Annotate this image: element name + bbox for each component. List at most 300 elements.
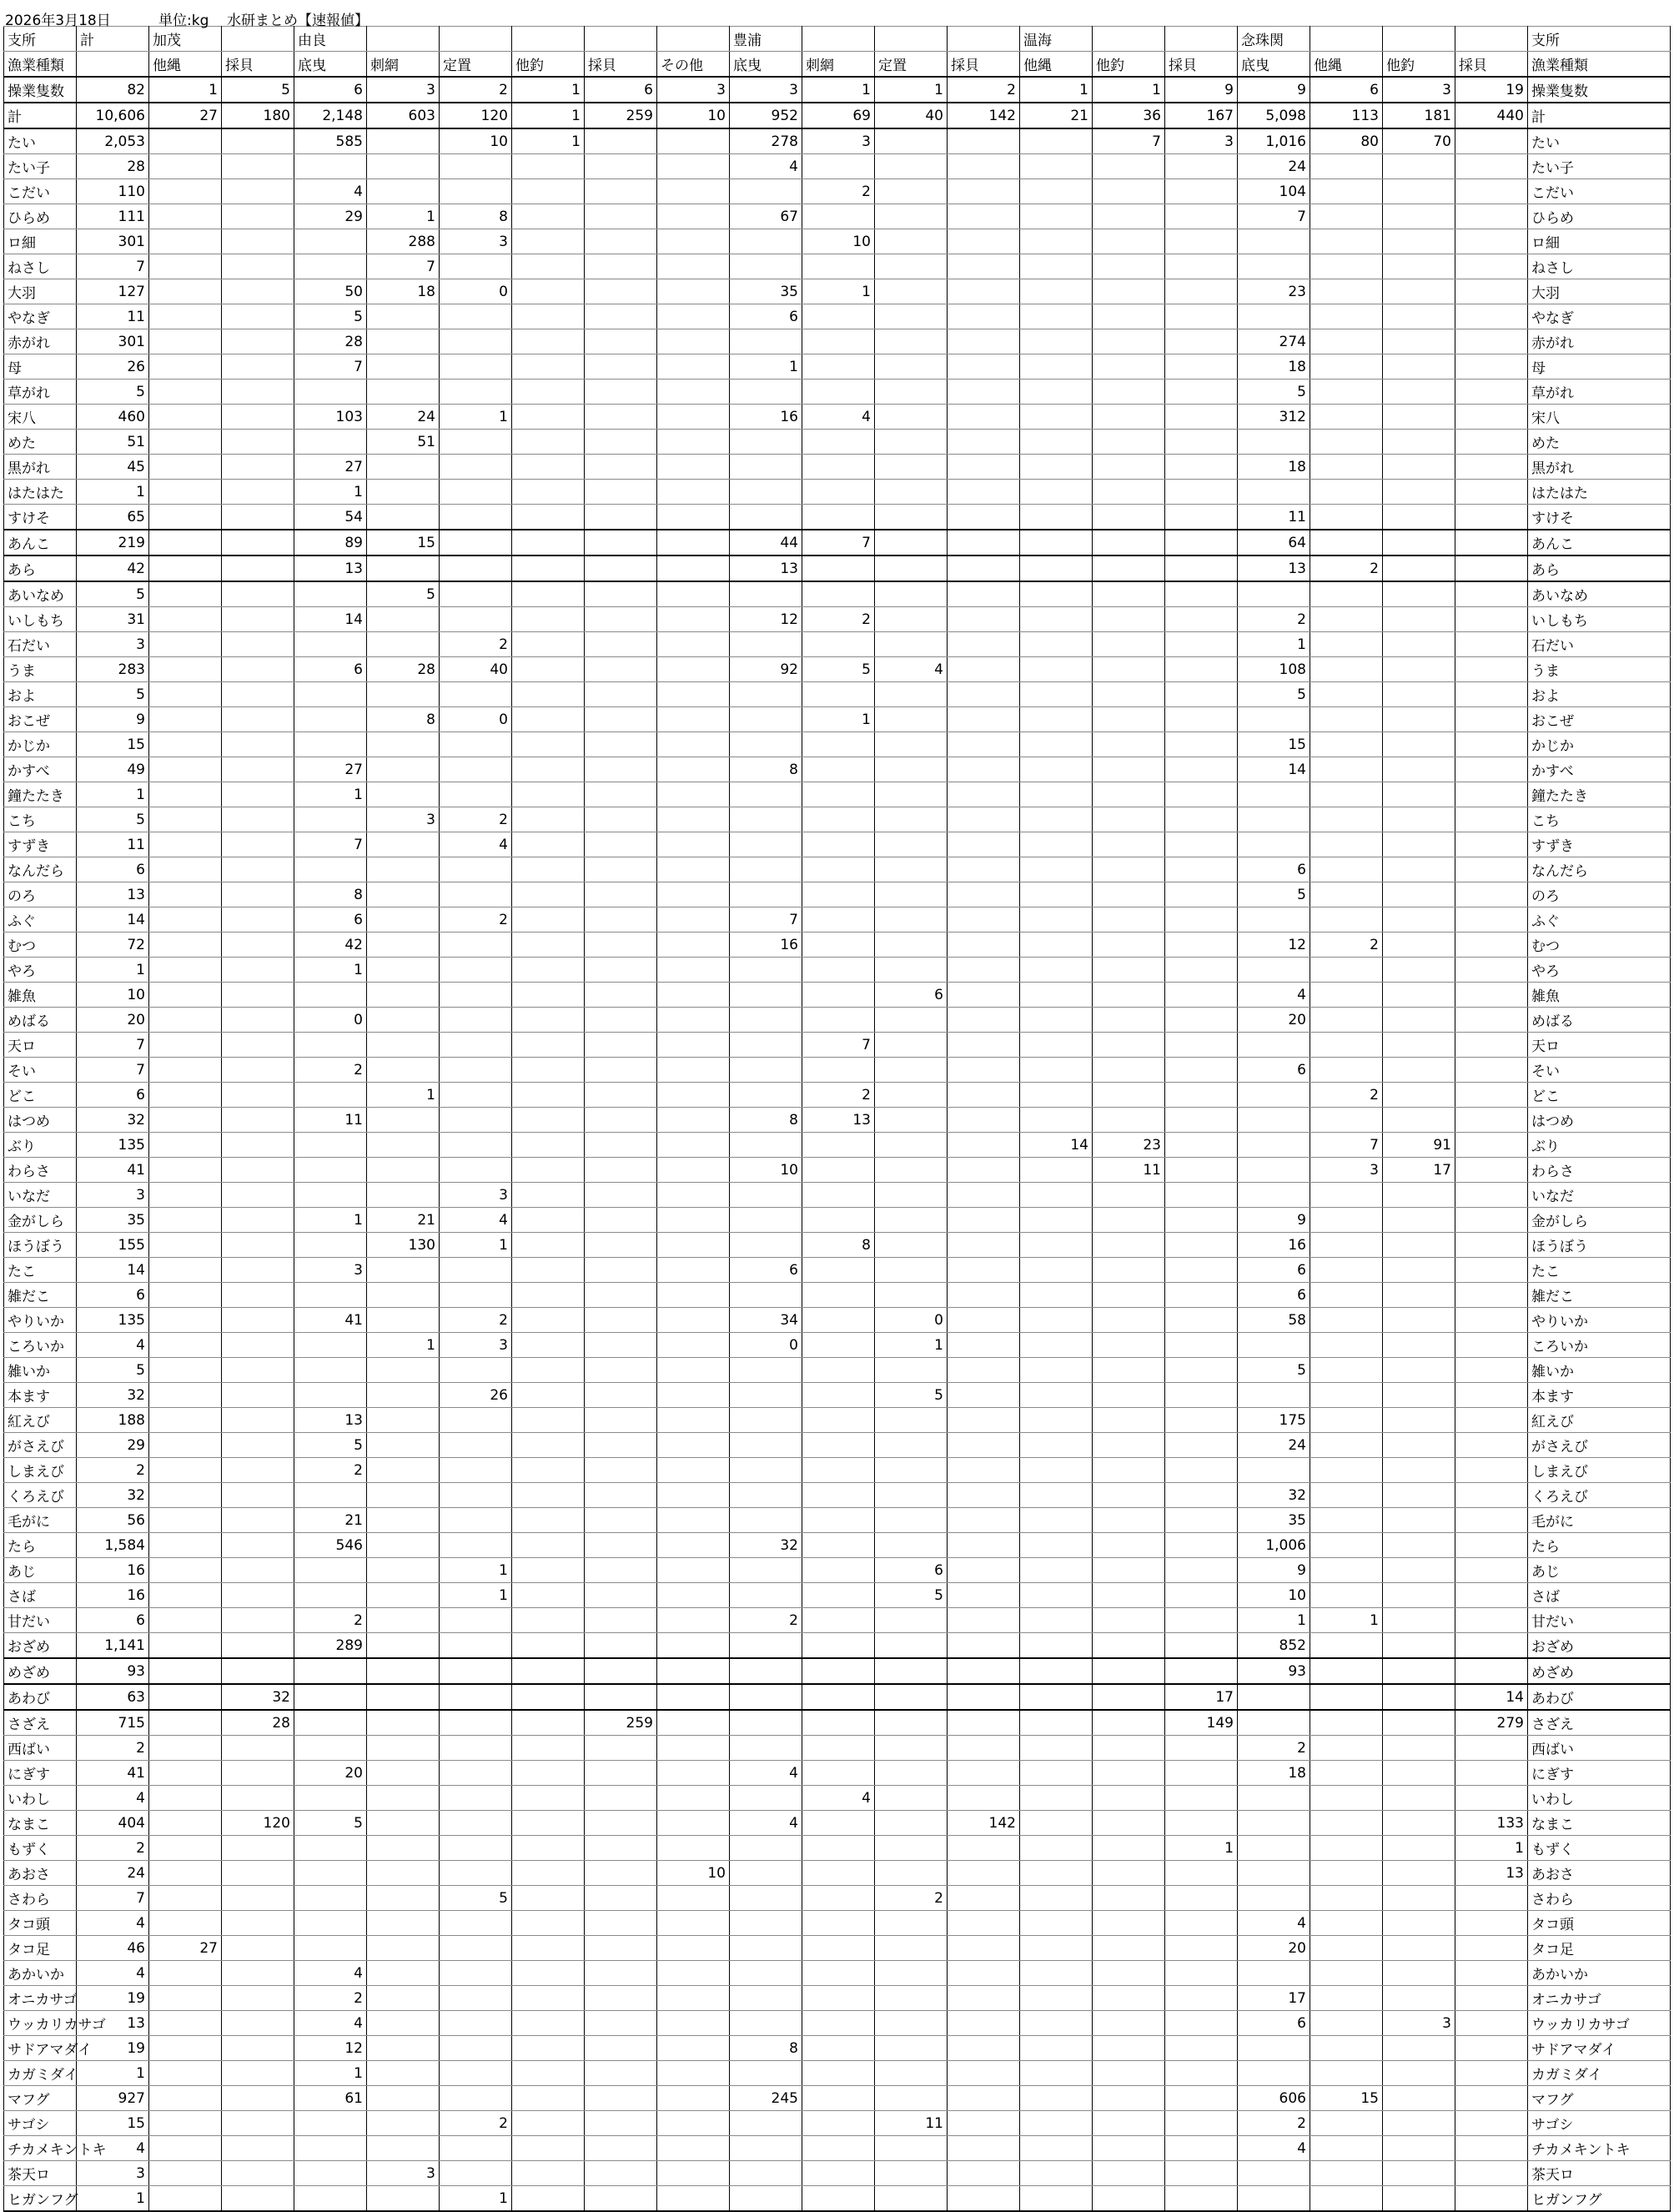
value-cell: [1093, 1033, 1165, 1058]
species-name-cell: 茶天ロ: [4, 2161, 77, 2186]
header-cell: [77, 52, 149, 78]
value-cell: [440, 1961, 512, 1986]
value-cell: [149, 1183, 222, 1208]
value-cell: [1020, 782, 1093, 807]
species-name-cell: どこ: [4, 1083, 77, 1108]
value-cell: [1383, 1583, 1455, 1608]
value-cell: [222, 1936, 294, 1961]
header-cell: [1383, 27, 1455, 52]
value-cell: [512, 1433, 585, 1458]
value-cell: [367, 907, 440, 933]
value-cell: [222, 530, 294, 556]
value-cell: [1020, 1761, 1093, 1786]
value-cell: [367, 607, 440, 632]
table-row: [4, 455, 1671, 480]
value-cell: [512, 1658, 585, 1684]
species-name-right-cell: ねさし: [1528, 254, 1671, 279]
value-cell: [657, 1108, 730, 1133]
value-cell: [1093, 907, 1165, 933]
value-cell: [1165, 1861, 1238, 1886]
value-cell: 10: [1238, 1583, 1310, 1608]
value-cell: [149, 832, 222, 857]
header-cell: 定置: [875, 52, 948, 78]
value-cell: [440, 1986, 512, 2011]
value-cell: [585, 556, 657, 581]
value-cell: [149, 983, 222, 1008]
table-row: [4, 1183, 1671, 1208]
value-cell: [948, 2086, 1020, 2111]
value-cell: 301: [77, 329, 149, 354]
value-cell: [1238, 1836, 1310, 1861]
value-cell: [149, 380, 222, 405]
value-cell: [1093, 1836, 1165, 1861]
value-cell: [657, 1633, 730, 1659]
value-cell: [1310, 857, 1383, 882]
value-cell: [1383, 154, 1455, 179]
value-cell: [294, 229, 367, 254]
value-cell: 7: [77, 254, 149, 279]
value-cell: 245: [730, 2086, 802, 2111]
value-cell: 6: [1238, 1058, 1310, 1083]
species-name-right-cell: かじか: [1528, 732, 1671, 757]
value-cell: [802, 1986, 875, 2011]
value-cell: [1238, 958, 1310, 983]
value-cell: [222, 1108, 294, 1133]
value-cell: 2: [802, 607, 875, 632]
value-cell: [657, 2161, 730, 2186]
value-cell: [875, 1408, 948, 1433]
value-cell: [585, 354, 657, 380]
value-cell: [1165, 1233, 1238, 1258]
species-name-right-cell: すずき: [1528, 832, 1671, 857]
value-cell: [1310, 2186, 1383, 2212]
value-cell: [440, 1508, 512, 1533]
value-cell: [1310, 480, 1383, 505]
value-cell: [802, 1183, 875, 1208]
value-cell: [367, 1836, 440, 1861]
value-cell: [149, 2136, 222, 2161]
value-cell: 14: [77, 907, 149, 933]
species-name-right-cell: はたはた: [1528, 480, 1671, 505]
value-cell: [440, 682, 512, 707]
value-cell: [1455, 1208, 1528, 1233]
value-cell: [149, 1333, 222, 1358]
value-cell: [1310, 1033, 1383, 1058]
value-cell: [222, 2136, 294, 2161]
species-name-right-cell: くろえび: [1528, 1483, 1671, 1508]
value-cell: [1093, 1886, 1165, 1911]
value-cell: [585, 1961, 657, 1986]
value-cell: [585, 1108, 657, 1133]
value-cell: 6: [294, 657, 367, 682]
species-name-right-cell: やろ: [1528, 958, 1671, 983]
value-cell: [1165, 154, 1238, 179]
species-name-right-cell: タコ頭: [1528, 1911, 1671, 1936]
value-cell: [1310, 430, 1383, 455]
value-cell: [367, 2186, 440, 2212]
table-row: [4, 882, 1671, 907]
value-cell: [1383, 983, 1455, 1008]
value-cell: 3: [77, 1183, 149, 1208]
value-cell: [1310, 1558, 1383, 1583]
value-cell: [512, 1083, 585, 1108]
value-cell: [440, 2036, 512, 2061]
value-cell: [585, 832, 657, 857]
value-cell: [440, 1033, 512, 1058]
value-cell: [149, 857, 222, 882]
value-cell: [1093, 1936, 1165, 1961]
value-cell: [875, 607, 948, 632]
value-cell: [367, 154, 440, 179]
value-cell: [1020, 354, 1093, 380]
value-cell: 4: [77, 1333, 149, 1358]
value-cell: [875, 354, 948, 380]
value-cell: [149, 179, 222, 204]
value-cell: [1455, 1158, 1528, 1183]
species-name-right-cell: もずく: [1528, 1836, 1671, 1861]
value-cell: [1455, 1633, 1528, 1659]
value-cell: [222, 1058, 294, 1083]
species-name-right-cell: いしもち: [1528, 607, 1671, 632]
value-cell: [1165, 832, 1238, 857]
value-cell: 20: [294, 1761, 367, 1786]
value-cell: 35: [77, 1208, 149, 1233]
value-cell: [1383, 1633, 1455, 1659]
value-cell: [222, 1033, 294, 1058]
value-cell: [440, 958, 512, 983]
value-cell: [948, 1433, 1020, 1458]
value-cell: [294, 2186, 367, 2212]
value-cell: [730, 1183, 802, 1208]
value-cell: [222, 782, 294, 807]
value-cell: [875, 1208, 948, 1233]
value-cell: [222, 2036, 294, 2061]
value-cell: [1455, 1508, 1528, 1533]
value-cell: [802, 1710, 875, 1736]
value-cell: 2: [440, 1308, 512, 1333]
value-cell: [802, 857, 875, 882]
table-row: [4, 1961, 1671, 1986]
value-cell: [1020, 1158, 1093, 1183]
value-cell: 67: [730, 204, 802, 229]
value-cell: [802, 254, 875, 279]
report-unit: 単位:kg: [158, 13, 209, 29]
value-cell: 20: [77, 1008, 149, 1033]
value-cell: [802, 1558, 875, 1583]
value-cell: 35: [730, 279, 802, 304]
value-cell: [730, 2011, 802, 2036]
value-cell: [1383, 682, 1455, 707]
value-cell: [657, 2061, 730, 2086]
species-name-right-cell: さわら: [1528, 1886, 1671, 1911]
value-cell: [512, 1308, 585, 1333]
value-cell: 5: [222, 77, 294, 103]
value-cell: 11: [77, 304, 149, 329]
value-cell: [149, 1483, 222, 1508]
value-cell: [440, 1533, 512, 1558]
value-cell: [222, 1283, 294, 1308]
value-cell: [1455, 1383, 1528, 1408]
value-cell: [1310, 1058, 1383, 1083]
value-cell: 0: [730, 1333, 802, 1358]
value-cell: [367, 2136, 440, 2161]
species-name-cell: 紅えび: [4, 1408, 77, 1433]
value-cell: 9: [1238, 1558, 1310, 1583]
value-cell: [948, 983, 1020, 1008]
value-cell: [1165, 179, 1238, 204]
species-name-right-cell: 毛がに: [1528, 1508, 1671, 1533]
value-cell: [149, 707, 222, 732]
value-cell: 0: [875, 1308, 948, 1333]
value-cell: [1020, 1508, 1093, 1533]
value-cell: 5: [1238, 380, 1310, 405]
value-cell: [948, 2036, 1020, 2061]
table-row: [4, 1458, 1671, 1483]
species-name-right-cell: うま: [1528, 657, 1671, 682]
value-cell: [585, 1861, 657, 1886]
value-cell: [1020, 1433, 1093, 1458]
value-cell: [875, 832, 948, 857]
value-cell: [149, 1684, 222, 1710]
value-cell: [657, 530, 730, 556]
value-cell: [1455, 128, 1528, 154]
value-cell: [1310, 1308, 1383, 1333]
value-cell: [875, 505, 948, 530]
value-cell: [948, 1183, 1020, 1208]
value-cell: [875, 1633, 948, 1659]
value-cell: [1165, 204, 1238, 229]
value-cell: [1020, 1608, 1093, 1633]
value-cell: [657, 933, 730, 958]
value-cell: 41: [77, 1158, 149, 1183]
value-cell: [1383, 2111, 1455, 2136]
value-cell: [585, 1433, 657, 1458]
value-cell: [585, 530, 657, 556]
value-cell: [875, 1961, 948, 1986]
value-cell: [1383, 1710, 1455, 1736]
value-cell: [1310, 581, 1383, 607]
value-cell: 135: [77, 1133, 149, 1158]
value-cell: [512, 1761, 585, 1786]
table-row: [4, 1508, 1671, 1533]
value-cell: [1383, 782, 1455, 807]
value-cell: [1165, 304, 1238, 329]
value-cell: [1165, 581, 1238, 607]
value-cell: [222, 1886, 294, 1911]
species-name-right-cell: わらさ: [1528, 1158, 1671, 1183]
species-name-cell: あおさ: [4, 1861, 77, 1886]
value-cell: [1238, 254, 1310, 279]
value-cell: [585, 1133, 657, 1158]
species-name-right-cell: タコ足: [1528, 1936, 1671, 1961]
value-cell: [1165, 1083, 1238, 1108]
value-cell: [585, 2136, 657, 2161]
value-cell: 606: [1238, 2086, 1310, 2111]
value-cell: [149, 480, 222, 505]
value-cell: [367, 1936, 440, 1961]
table-row: [4, 154, 1671, 179]
value-cell: [585, 1083, 657, 1108]
value-cell: [802, 329, 875, 354]
value-cell: 49: [77, 757, 149, 782]
value-cell: [1165, 732, 1238, 757]
value-cell: [367, 882, 440, 907]
value-cell: [1455, 933, 1528, 958]
value-cell: [730, 1558, 802, 1583]
value-cell: [367, 556, 440, 581]
value-cell: [149, 1861, 222, 1886]
table-row: [4, 1684, 1671, 1710]
species-name-cell: 本ます: [4, 1383, 77, 1408]
value-cell: [585, 1183, 657, 1208]
value-cell: [1455, 732, 1528, 757]
value-cell: 13: [294, 556, 367, 581]
value-cell: 1: [440, 405, 512, 430]
value-cell: [802, 2061, 875, 2086]
value-cell: [1455, 329, 1528, 354]
value-cell: [440, 581, 512, 607]
value-cell: [657, 1058, 730, 1083]
value-cell: 19: [77, 2036, 149, 2061]
value-cell: [1383, 807, 1455, 832]
species-name-cell: あかいか: [4, 1961, 77, 1986]
value-cell: [1165, 1058, 1238, 1083]
value-cell: [948, 405, 1020, 430]
value-cell: [585, 1836, 657, 1861]
value-cell: 15: [1238, 732, 1310, 757]
value-cell: [875, 933, 948, 958]
value-cell: [222, 1308, 294, 1333]
value-cell: [149, 2061, 222, 2086]
value-cell: [440, 933, 512, 958]
value-cell: [1383, 1183, 1455, 1208]
value-cell: [1020, 958, 1093, 983]
value-cell: 32: [1238, 1483, 1310, 1508]
value-cell: 13: [77, 882, 149, 907]
value-cell: [512, 1033, 585, 1058]
species-name-cell: あら: [4, 556, 77, 581]
value-cell: 852: [1238, 1633, 1310, 1659]
value-cell: [512, 1986, 585, 2011]
value-cell: [149, 1736, 222, 1761]
species-name-right-cell: 天ロ: [1528, 1033, 1671, 1058]
header-cell: 漁業種類: [4, 52, 77, 78]
value-cell: [1020, 1408, 1093, 1433]
value-cell: [948, 455, 1020, 480]
value-cell: [440, 455, 512, 480]
value-cell: [1310, 279, 1383, 304]
value-cell: [1020, 480, 1093, 505]
species-name-right-cell: おざめ: [1528, 1633, 1671, 1659]
value-cell: [657, 958, 730, 983]
value-cell: 113: [1310, 103, 1383, 128]
value-cell: [948, 530, 1020, 556]
value-cell: [512, 455, 585, 480]
species-name-cell: ほうぼう: [4, 1233, 77, 1258]
value-cell: [1310, 807, 1383, 832]
table-row: [4, 1583, 1671, 1608]
value-cell: [1455, 1108, 1528, 1133]
value-cell: [730, 1961, 802, 1986]
value-cell: [1165, 958, 1238, 983]
value-cell: [367, 2011, 440, 2036]
value-cell: [1020, 1736, 1093, 1761]
value-cell: [1238, 1961, 1310, 1986]
value-cell: [948, 907, 1020, 933]
value-cell: 17: [1238, 1986, 1310, 2011]
species-name-right-cell: ロ細: [1528, 229, 1671, 254]
value-cell: [1310, 1886, 1383, 1911]
value-cell: 16: [1238, 1233, 1310, 1258]
value-cell: [1383, 1961, 1455, 1986]
value-cell: 56: [77, 1508, 149, 1533]
value-cell: 7: [802, 530, 875, 556]
value-cell: [1020, 1684, 1093, 1710]
value-cell: [440, 2086, 512, 2111]
table-row: [4, 279, 1671, 304]
value-cell: [1020, 1583, 1093, 1608]
value-cell: 1: [875, 1333, 948, 1358]
value-cell: [657, 1836, 730, 1861]
value-cell: [512, 632, 585, 657]
value-cell: [1165, 1283, 1238, 1308]
value-cell: 44: [730, 530, 802, 556]
value-cell: [512, 1233, 585, 1258]
value-cell: 110: [77, 179, 149, 204]
header-cell: [1165, 27, 1238, 52]
value-cell: [367, 1133, 440, 1158]
value-cell: [802, 1383, 875, 1408]
value-cell: [657, 455, 730, 480]
value-cell: [875, 1811, 948, 1836]
value-cell: [1238, 1133, 1310, 1158]
value-cell: 93: [77, 1658, 149, 1684]
value-cell: [875, 1358, 948, 1383]
value-cell: [1310, 1986, 1383, 2011]
species-name-cell: 雑いか: [4, 1358, 77, 1383]
value-cell: [440, 2061, 512, 2086]
value-cell: [149, 1308, 222, 1333]
value-cell: [802, 1058, 875, 1083]
value-cell: [149, 204, 222, 229]
value-cell: [512, 2136, 585, 2161]
value-cell: [367, 1433, 440, 1458]
value-cell: [948, 179, 1020, 204]
table-row: [4, 1408, 1671, 1433]
value-cell: [1455, 1083, 1528, 1108]
value-cell: [948, 2011, 1020, 2036]
header-cell: 採貝: [948, 52, 1020, 78]
value-cell: [657, 204, 730, 229]
value-cell: [512, 1961, 585, 1986]
value-cell: [657, 1408, 730, 1433]
value-cell: [1383, 1208, 1455, 1233]
value-cell: [1093, 505, 1165, 530]
value-cell: 3: [802, 128, 875, 154]
value-cell: [802, 1836, 875, 1861]
value-cell: 7: [77, 1886, 149, 1911]
value-cell: [1093, 279, 1165, 304]
value-cell: [440, 782, 512, 807]
value-cell: [730, 807, 802, 832]
value-cell: 12: [730, 607, 802, 632]
value-cell: [875, 329, 948, 354]
value-cell: [802, 1608, 875, 1633]
species-name-cell: おこぜ: [4, 707, 77, 732]
value-cell: [657, 1008, 730, 1033]
value-cell: [1310, 154, 1383, 179]
value-cell: [440, 530, 512, 556]
